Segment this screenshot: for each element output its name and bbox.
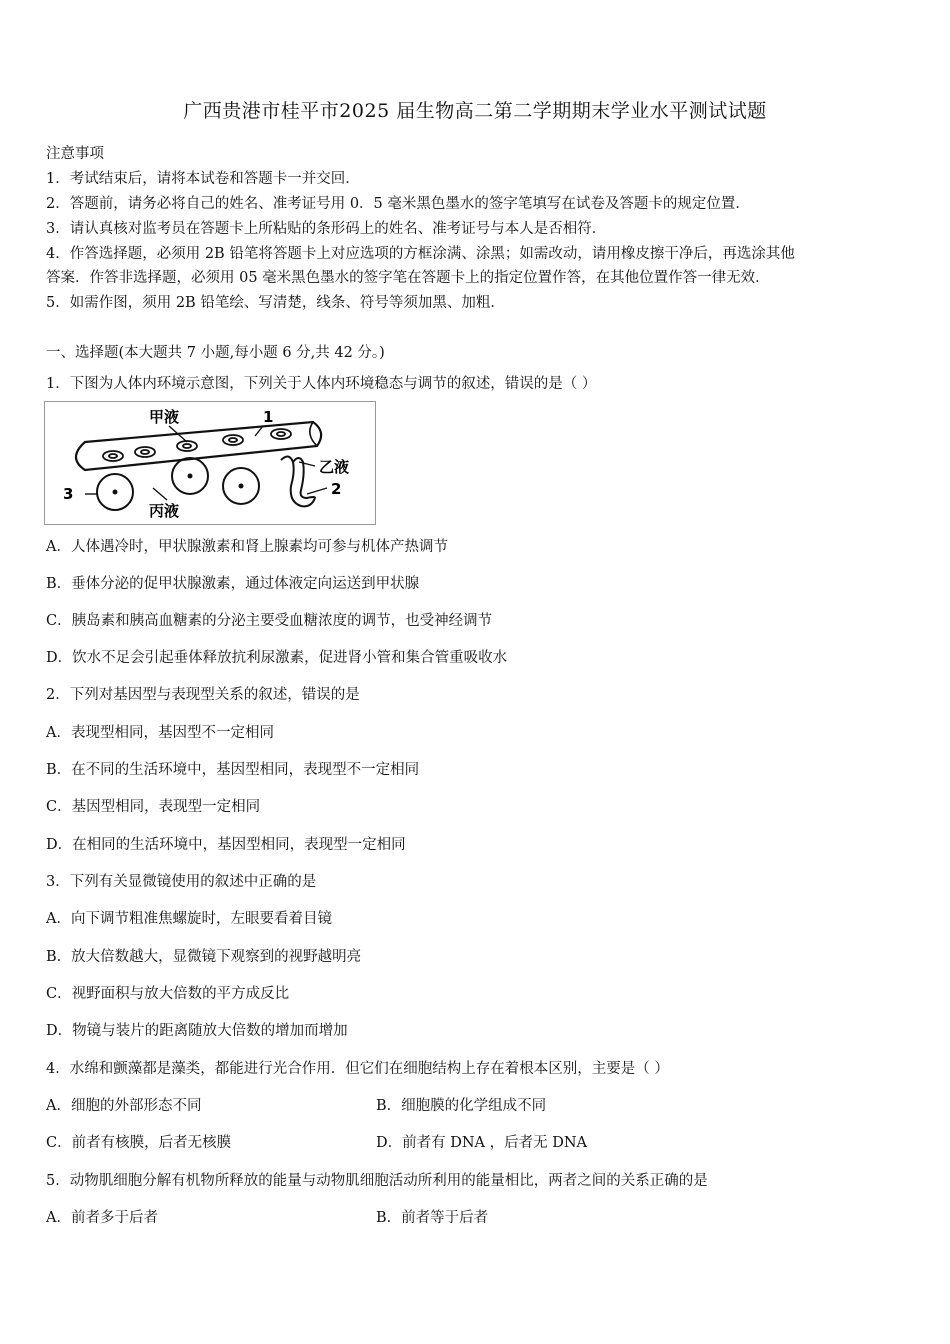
q2-option-c: C．基因型相同，表现型一定相同 (46, 799, 261, 815)
label-3: 3 (63, 485, 74, 503)
q1-option-a: A．人体遇冷时，甲状腺激素和肾上腺素均可参与机体产热调节 (46, 539, 448, 555)
note-item-4-cont: 答案．作答非选择题，必须用 05 毫米黑色墨水的签字笔在答题卡上的指定位置作答，在其他位置作答一律无效． (46, 270, 770, 286)
label-1: 1 (263, 408, 274, 426)
note-item-5: 5．如需作图，须用 2B 铅笔绘、写清楚，线条、符号等须加黑、加粗． (46, 295, 505, 311)
section-heading: 一、选择题(本大题共 7 小题,每小题 6 分,共 42 分。) (46, 345, 385, 361)
label-bing-ye: 丙液 (149, 502, 180, 520)
note-item-1: 1．考试结束后，请将本试卷和答题卡一并交回． (46, 171, 360, 187)
page-title: 广西贵港市桂平市2025 届生物高二第二学期期末学业水平测试试题 (183, 100, 767, 122)
q3-option-c: C．视野面积与放大倍数的平方成反比 (46, 986, 290, 1002)
q2-option-d: D．在相同的生活环境中，基因型相同，表现型一定相同 (46, 837, 406, 853)
q1-option-d: D．饮水不足会引起垂体释放抗利尿激素，促进肾小管和集合管重吸收水 (46, 650, 508, 666)
q4-stem: 4．水绵和颤藻都是藻类，都能进行光合作用．但它们在细胞结构上存在着根本区别，主要是（ ） (46, 1061, 669, 1077)
label-2: 2 (331, 480, 342, 498)
q4-option-b: B．细胞膜的化学组成不同 (376, 1098, 547, 1114)
q3-option-d: D．物镜与装片的距离随放大倍数的增加而增加 (46, 1023, 348, 1039)
note-item-2: 2．答题前，请务必将自己的姓名、准考证号用 0．5 毫米黑色墨水的签字笔填写在试卷及答题卡的规定位置． (46, 196, 750, 212)
label-yi-ye: 乙液 (319, 458, 350, 476)
q1-stem: 1．下图为人体内环境示意图，下列关于人体内环境稳态与调节的叙述，错误的是（ ） (46, 376, 597, 392)
q4-option-c: C．前者有核膜，后者无核膜 (46, 1135, 232, 1151)
label-jia-ye: 甲液 (149, 408, 180, 426)
q1-option-b: B．垂体分泌的促甲状腺激素，通过体液定向运送到甲状腺 (46, 576, 420, 592)
q5-stem: 5．动物肌细胞分解有机物所释放的能量与动物肌细胞活动所利用的能量相比，两者之间的关系正确的是 (46, 1173, 708, 1189)
q4-option-a: A．细胞的外部形态不同 (46, 1098, 202, 1114)
q3-option-a: A．向下调节粗准焦螺旋时，左眼要看着目镜 (46, 911, 332, 927)
note-item-4: 4．作答选择题，必须用 2B 铅笔将答题卡上对应选项的方框涂满、涂黑；如需改动，请用橡皮擦干净后，再选涂其他 (46, 246, 795, 262)
note-item-3: 3．请认真核对监考员在答题卡上所粘贴的条形码上的姓名、准考证号与本人是否相符． (46, 221, 607, 237)
q1-option-c: C．胰岛素和胰高血糖素的分泌主要受血糖浓度的调节，也受神经调节 (46, 613, 493, 629)
internal-environment-diagram (44, 401, 376, 525)
q2-option-b: B．在不同的生活环境中，基因型相同，表现型不一定相同 (46, 762, 420, 778)
q3-stem: 3．下列有关显微镜使用的叙述中正确的是 (46, 874, 317, 890)
q5-option-a: A．前者多于后者 (46, 1210, 158, 1226)
q2-option-a: A．表现型相同，基因型不一定相同 (46, 725, 274, 741)
q3-option-b: B．放大倍数越大，显微镜下观察到的视野越明亮 (46, 949, 362, 965)
q2-stem: 2．下列对基因型与表现型关系的叙述，错误的是 (46, 687, 360, 703)
q5-option-b: B．前者等于后者 (376, 1210, 489, 1226)
q4-option-d: D．前者有 DNA ，后者无 DNA (376, 1135, 588, 1151)
notes-heading: 注意事项 (46, 146, 104, 162)
